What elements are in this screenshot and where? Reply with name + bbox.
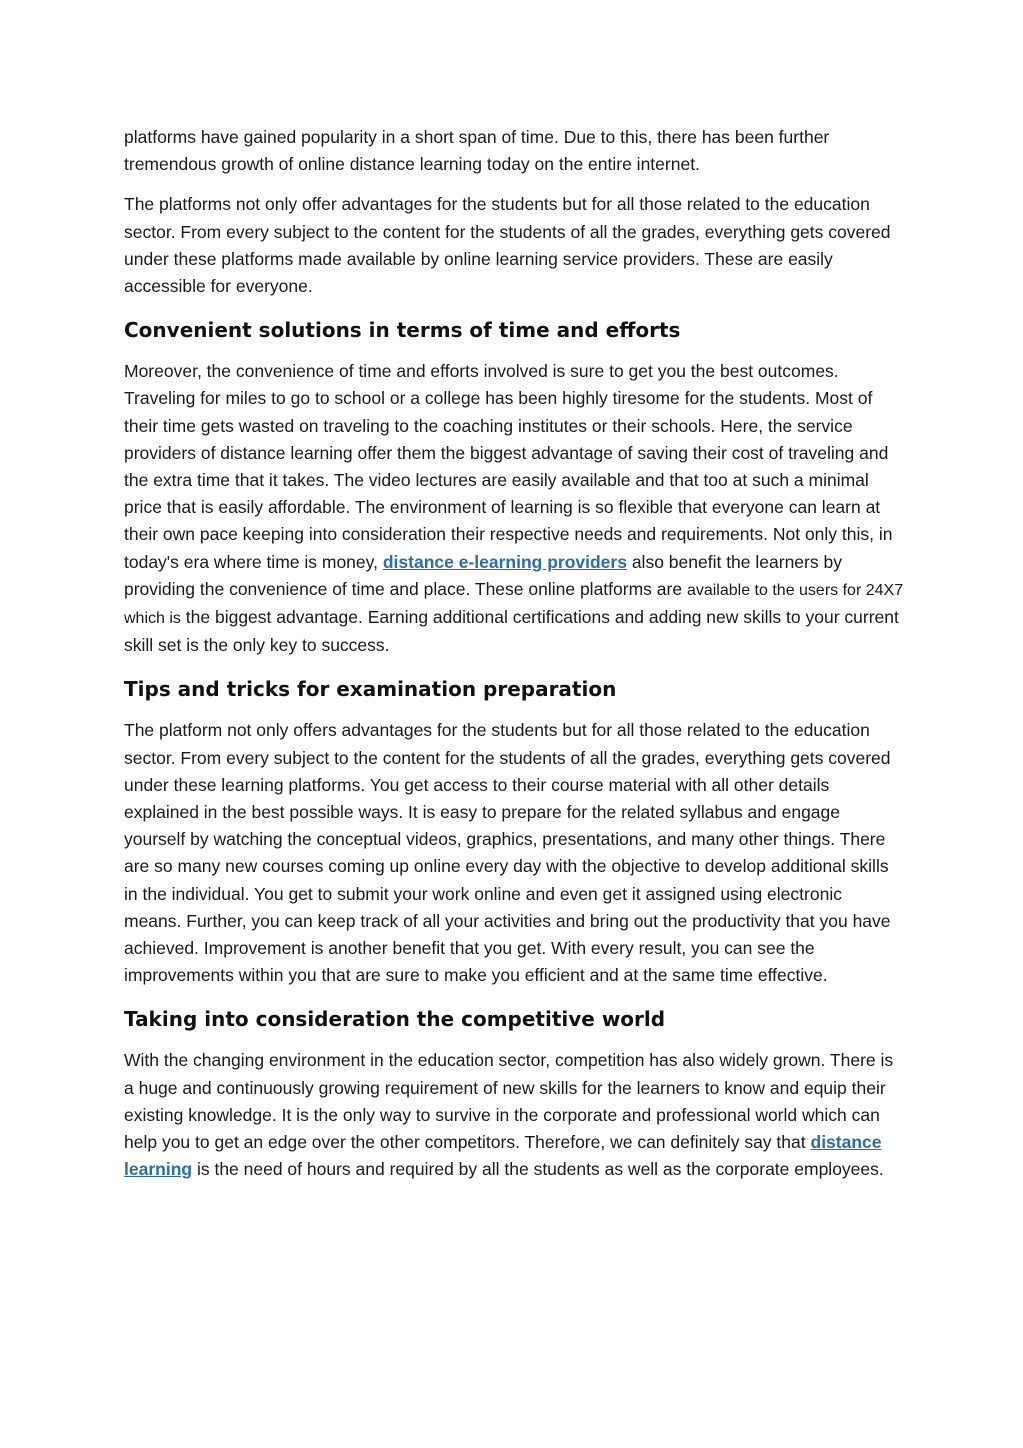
intro-paragraph-2: The platforms not only offer advantages for the students but for all those related to the education sector. From every subject to the content for the students of all the grades, everything gets covered under these platforms made available by online learning service providers. These are easily accessible for everyone. <box>124 194 891 297</box>
document-page <box>124 124 904 1197</box>
section-body-tips-and-tricks: The platform not only offers advantages for the students but for all those related to the education sector. From every subject to the content for the students of all the grades, everything gets covered under these learning platforms. You get access to their course material with all other details explained in the best possible ways. It is easy to prepare for the related syllabus and engage yourself by watching the conceptual videos, graphics, presentations, and many other things. There are so many new courses coming up online every day with the objective to develop additional skills in the individual. You get to submit your work online and even get it assigned using electronic means. Further, you can keep track of all your activities and bring out the productivity that you have achieved. Improvement is another benefit that you get. With every result, you can see the improvements within you that are sure to make you efficient and at the same time effective. <box>124 720 891 986</box>
intro-paragraph-1: platforms have gained popularity in a short span of time. Due to this, there has been further tremendous growth of online distance learning today on the entire internet. <box>124 127 830 175</box>
section-body-convenient-solutions <box>124 358 904 659</box>
body-text-small: available to the users for 24X7 which is <box>124 581 904 628</box>
section-heading-tips-and-tricks: Tips and tricks for examination preparation <box>124 677 617 702</box>
distance-learning-link[interactable]: distance learning <box>124 1132 882 1180</box>
body-text: With the changing environment in the education sector, competition has also widely grown. There is a huge and continuously growing requirement of new skills for the learners to know and equip their existing knowledge. It is the only way to survive in the corporate and professional world which can help you to get an edge over the other competitors. Therefore, we can definitely say that <box>124 1050 894 1153</box>
body-text: also benefit the learners by providing the convenience of time and place. These online platforms are <box>124 551 842 599</box>
distance-e-learning-providers-link[interactable]: distance e-learning providers <box>382 551 627 572</box>
body-text: the biggest advantage. Earning additional certifications and adding new skills to your current skill set is the only key to success. <box>124 607 899 656</box>
body-text: Moreover, the convenience of time and efforts involved is sure to get you the best outcomes. Traveling for miles to go to school or a college has been highly tiresome for the students. Most of their time gets wasted on traveling to the coaching institutes or their schools. Here, the service providers of distance learning offer them the biggest advantage of saving their cost of traveling and the extra time that it takes. The video lectures are easily available and that too at such a minimal price that is easily affordable. The environment of learning is so flexible that everyone can learn at their own pace keeping into consideration their respective needs and requirements. Not only this, in today's era where time is money, <box>124 361 893 572</box>
section-body-competitive-world <box>124 1047 904 1183</box>
body-text: is the need of hours and required by all the students as well as the corporate employees. <box>196 1159 884 1180</box>
section-heading-competitive-world: Taking into consideration the competitive world <box>124 1007 666 1032</box>
section-heading-convenient-solutions: Convenient solutions in terms of time and efforts <box>124 318 681 343</box>
